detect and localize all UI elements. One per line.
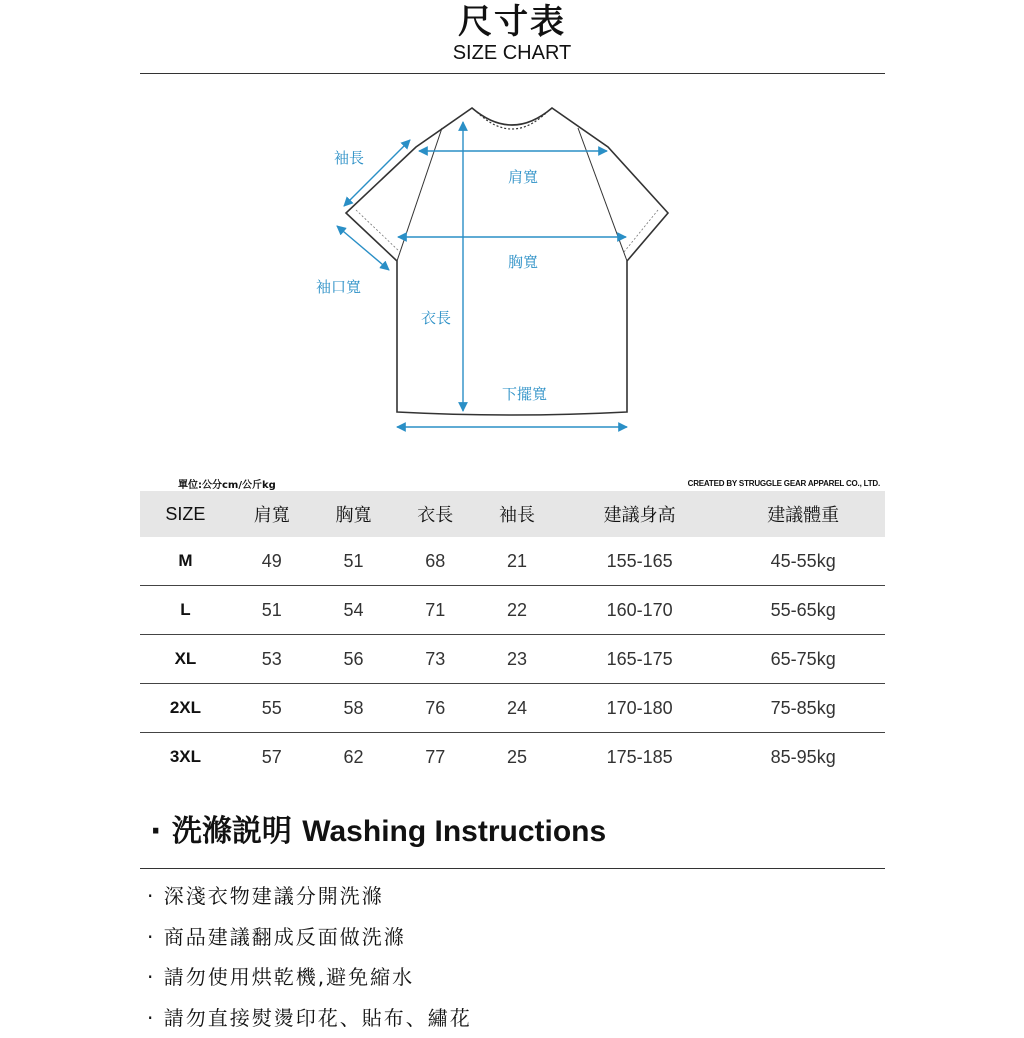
cell-shoulder: 57 [231,733,313,782]
cell-size: 3XL [140,733,231,782]
credit-note: CREATED BY STRUGGLE GEAR APPAREL CO., LTD. [688,479,880,488]
label-chest-width: 胸寬 [508,253,538,271]
cell-sleeve: 25 [476,733,558,782]
label-shoulder-width: 肩寬 [508,168,538,186]
header-chest: 胸寬 [313,491,395,537]
cell-length: 71 [394,586,476,635]
table-row [140,635,885,684]
list-item: · 深淺衣物建議分開洗滌 [147,876,472,917]
tshirt-seam-right [578,128,627,261]
cell-sleeve: 22 [476,586,558,635]
cell-size: 2XL [140,684,231,733]
size-table [140,491,885,781]
washing-title [150,810,606,854]
cell-weight: 65-75kg [721,635,885,684]
label-cuff-width: 袖口寬 [316,278,361,296]
header-shoulder: 肩寬 [231,491,313,537]
cell-weight: 75-85kg [721,684,885,733]
cell-height: 170-180 [558,684,722,733]
header-size: SIZE [140,491,231,537]
unit-note: 單位:公分cm/公斤kg [178,476,276,491]
cell-length: 76 [394,684,476,733]
cell-length: 68 [394,537,476,586]
cell-shoulder: 53 [231,635,313,684]
label-sleeve-length: 袖長 [334,149,364,167]
size-table-header [140,491,885,537]
header-height: 建議身高 [558,491,722,537]
washing-divider [140,868,885,869]
tshirt-outline [346,108,668,415]
washing-title-zh: · 洗滌説明 [150,814,292,849]
cell-chest: 62 [313,733,395,782]
table-row [140,684,885,733]
label-body-length: 衣長 [421,309,451,327]
cell-size: L [140,586,231,635]
washing-title-en: Washing Instructions [302,815,606,848]
page-subtitle: SIZE CHART [0,41,1024,65]
label-hem-width: 下擺寬 [502,385,547,403]
cell-length: 77 [394,733,476,782]
cell-chest: 56 [313,635,395,684]
cell-height: 165-175 [558,635,722,684]
list-item: · 請勿使用烘乾機,避免縮水 [147,957,472,998]
header-length: 衣長 [394,491,476,537]
cell-shoulder: 51 [231,586,313,635]
page-title: 尺寸表 [0,2,1024,42]
cell-sleeve: 21 [476,537,558,586]
cell-shoulder: 55 [231,684,313,733]
cell-height: 155-165 [558,537,722,586]
table-row [140,586,885,635]
cell-height: 160-170 [558,586,722,635]
table-row [140,537,885,586]
cell-size: M [140,537,231,586]
cell-chest: 51 [313,537,395,586]
cell-sleeve: 23 [476,635,558,684]
cell-size: XL [140,635,231,684]
cuff-stitch-left [356,210,400,252]
header-sleeve: 袖長 [476,491,558,537]
cell-length: 73 [394,635,476,684]
cuff-width-arrow [337,226,389,270]
list-item: · 請勿直接熨燙印花、貼布、繡花 [147,998,472,1038]
header-weight: 建議體重 [721,491,885,537]
list-item: · 商品建議翻成反面做洗滌 [147,917,472,958]
cell-weight: 85-95kg [721,733,885,782]
cell-weight: 45-55kg [721,537,885,586]
tshirt-seam-left [397,128,442,261]
cell-sleeve: 24 [476,684,558,733]
cell-weight: 55-65kg [721,586,885,635]
cell-shoulder: 49 [231,537,313,586]
cell-height: 175-185 [558,733,722,782]
washing-list [147,876,472,1038]
tshirt-collar [477,112,547,129]
cell-chest: 58 [313,684,395,733]
cell-chest: 54 [313,586,395,635]
table-row [140,733,885,782]
tshirt-diagram [0,0,1024,470]
